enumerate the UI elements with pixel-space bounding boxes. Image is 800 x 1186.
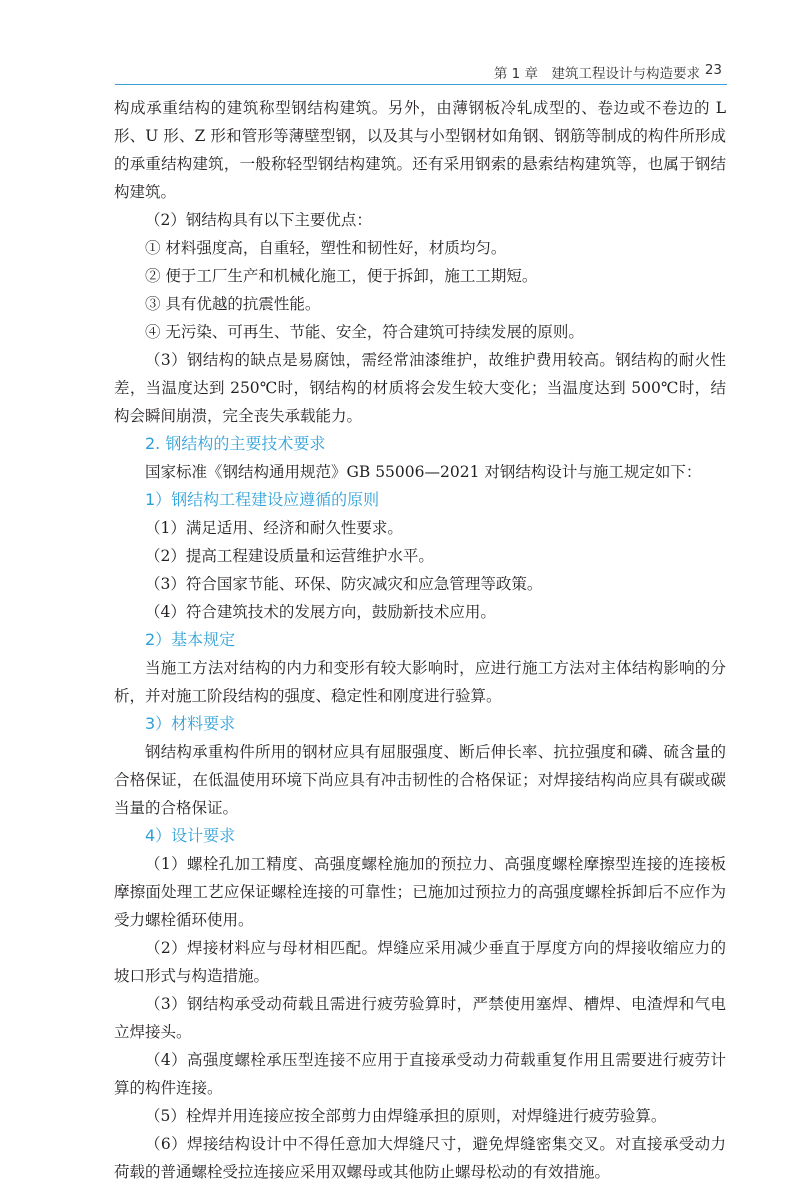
paragraph: 当施工方法对结构的内力和变形有较大影响时，应进行施工方法对主体结构影响的分析，并对施工阶段结构的强度、稳定性和刚度进行验算。 <box>114 659 726 705</box>
chapter-title: 第 1 章 建筑工程设计与构造要求 <box>493 66 700 82</box>
paragraph: （4）高强度螺栓承压型连接不应用于直接承受动力荷载重复作用且需要进行疲劳计算的构件连接。 <box>114 1051 726 1097</box>
paragraph: 构成承重结构的建筑称型钢结构建筑。另外，由薄钢板冷轧成型的、卷边或不卷边的 L 形、U 形、Z 形和管形等薄壁型钢，以及其与小型钢材如角钢、钢筋等制成的构件所形成的承重结构建筑，一般称轻型钢结构建筑。还有采用钢索的悬索结构建筑等，也属于钢结构建筑。 <box>114 99 726 201</box>
section-heading: 4）设计要求 <box>145 826 236 845</box>
section-heading: 3）材料要求 <box>145 714 236 733</box>
section-heading: 1）钢结构工程建设应遵循的原则 <box>145 490 380 509</box>
paragraph: （3）符合国家节能、环保、防灾减灾和应急管理等政策。 <box>145 575 543 593</box>
paragraph: 国家标准《钢结构通用规范》GB 55006—2021 对钢结构设计与施工规定如下： <box>145 463 702 481</box>
paragraph: ② 便于工厂生产和机械化施工，便于拆卸，施工工期短。 <box>145 267 538 285</box>
paragraph: （2）焊接材料应与母材相匹配。焊缝应采用减少垂直于厚度方向的焊接收缩应力的坡口形式与构造措施。 <box>114 939 726 985</box>
header-rule <box>115 84 727 85</box>
body-text <box>114 94 726 1186</box>
paragraph: （1）满足适用、经济和耐久性要求。 <box>145 519 403 537</box>
section-heading: 2. 钢结构的主要技术要求 <box>145 434 326 453</box>
paragraph: （2）钢结构具有以下主要优点： <box>145 211 372 229</box>
paragraph: ④ 无污染、可再生、节能、安全，符合建筑可持续发展的原则。 <box>145 323 584 341</box>
paragraph: ③ 具有优越的抗震性能。 <box>145 295 321 313</box>
paragraph: （1）螺栓孔加工精度、高强度螺栓施加的预拉力、高强度螺栓摩擦型连接的连接板摩擦面处理工艺应保证螺栓连接的可靠性；已施加过预拉力的高强度螺栓拆卸后不应作为受力螺栓循环使用。 <box>114 855 726 929</box>
paragraph: （5）栓焊并用连接应按全部剪力由焊缝承担的原则，对焊缝进行疲劳验算。 <box>145 1107 667 1125</box>
page-header <box>0 60 800 86</box>
paragraph: （4）符合建筑技术的发展方向，鼓励新技术应用。 <box>145 603 496 621</box>
paragraph: （6）焊接结构设计中不得任意加大焊缝尺寸，避免焊缝密集交叉。对直接承受动力荷载的普通螺栓受拉连接应采用双螺母或其他防止螺母松动的有效措施。 <box>114 1135 726 1181</box>
paragraph: （3）钢结构的缺点是易腐蚀，需经常油漆维护，故维护费用较高。钢结构的耐火性差，当温度达到 250℃时，钢结构的材质将会发生较大变化；当温度达到 500℃时，结构会瞬间崩溃，完全丧失承载能力。 <box>114 351 726 425</box>
paragraph: （3）钢结构承受动荷载且需进行疲劳验算时，严禁使用塞焊、槽焊、电渣焊和气电立焊接头。 <box>114 995 726 1041</box>
section-heading: 2）基本规定 <box>145 630 236 649</box>
paragraph: （2）提高工程建设质量和运营维护水平。 <box>145 547 434 565</box>
paragraph: 钢结构承重构件所用的钢材应具有屈服强度、断后伸长率、抗拉强度和磷、硫含量的合格保证，在低温使用环境下尚应具有冲击韧性的合格保证；对焊接结构尚应具有碳或碳当量的合格保证。 <box>114 743 726 817</box>
page-number: 23 <box>704 62 722 78</box>
paragraph: ① 材料强度高，自重轻，塑性和韧性好，材质均匀。 <box>145 239 507 257</box>
